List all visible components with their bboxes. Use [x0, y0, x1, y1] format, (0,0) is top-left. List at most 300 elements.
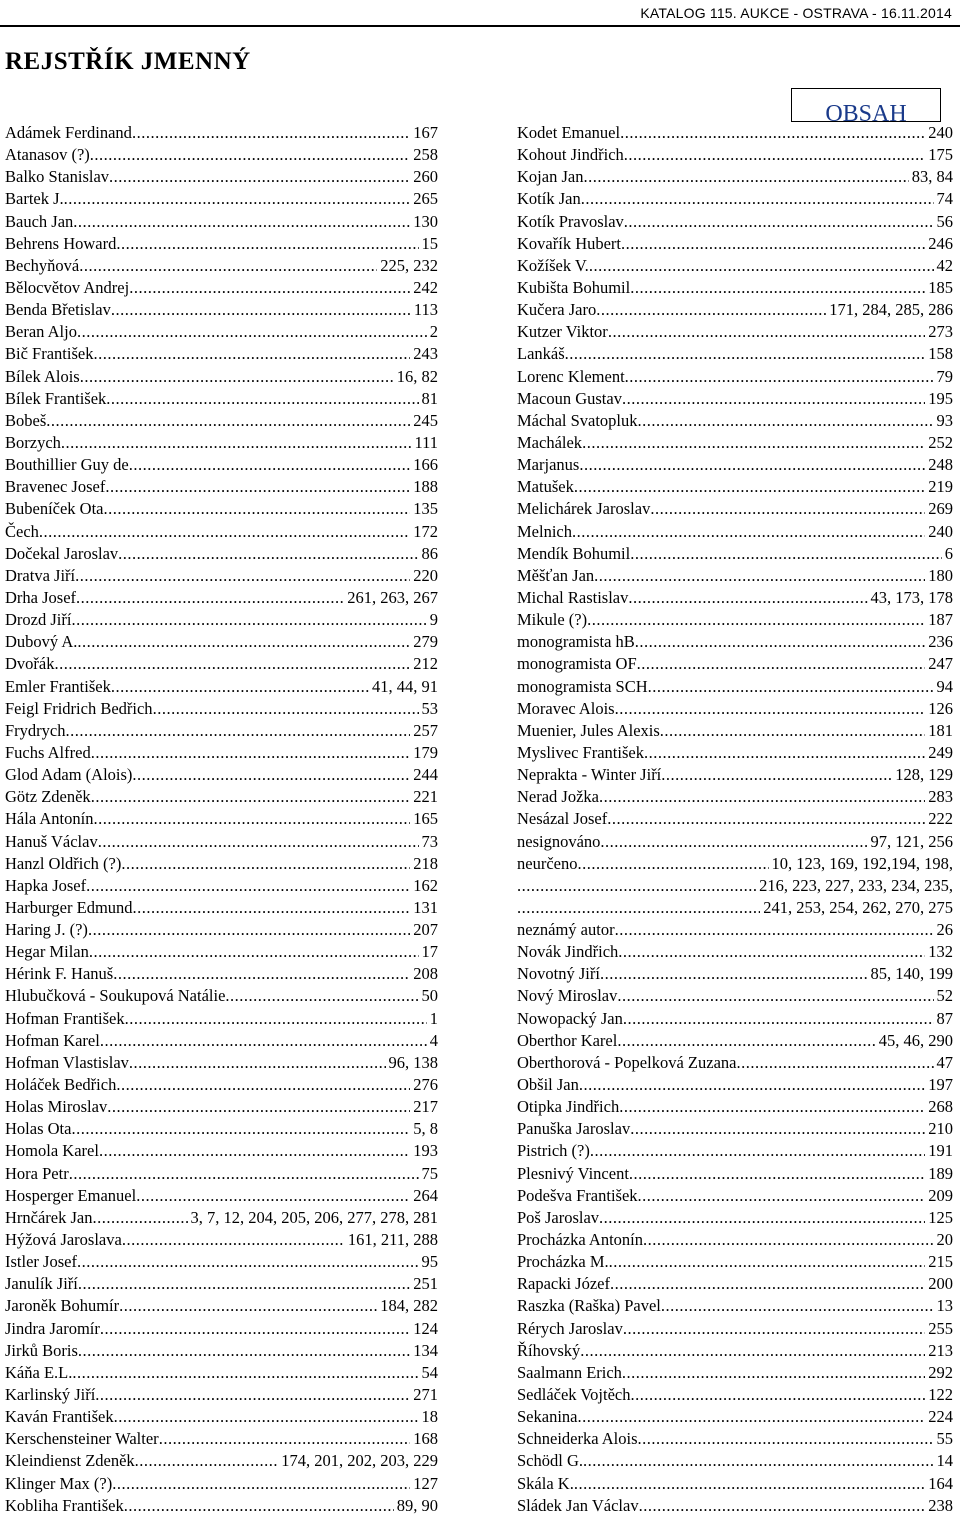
index-entry: [5, 1251, 438, 1273]
entry-pages: 89, 90: [396, 1495, 438, 1515]
entry-name: Říhovský: [517, 1340, 581, 1360]
entry-name: Fuchs Alfred: [5, 742, 91, 762]
index-entry: [517, 166, 953, 188]
entry-pages: 113: [413, 300, 438, 320]
leader-dots: [121, 853, 410, 875]
index-entry: [517, 1030, 953, 1052]
index-entry: [5, 454, 438, 476]
index-entry: [5, 1362, 438, 1384]
index-entry: [5, 255, 438, 277]
entry-name: Čech: [5, 521, 39, 541]
entry-pages: 54: [421, 1362, 438, 1382]
index-entry: [5, 299, 438, 321]
entry-pages: 132: [928, 942, 953, 962]
entry-name: Adámek Ferdinand: [5, 123, 132, 142]
index-entry: [5, 875, 438, 897]
leader-dots: [639, 1495, 926, 1517]
leader-dots: [565, 343, 926, 365]
leader-dots: [736, 1052, 933, 1074]
entry-pages: 241, 253, 254, 262, 270, 275: [763, 897, 953, 917]
entry-name: Hapka Josef: [5, 875, 87, 895]
leader-dots: [517, 875, 756, 897]
index-entry: [517, 188, 953, 210]
index-entry: [517, 277, 953, 299]
leader-dots: [100, 1030, 427, 1052]
entry-pages: 86: [421, 543, 438, 563]
entry-pages: 126: [928, 698, 953, 718]
entry-pages: 6: [944, 543, 953, 563]
entry-name: Beran Aljo: [5, 322, 77, 342]
index-entry: [5, 543, 438, 565]
entry-name: Hegar Milan: [5, 942, 89, 962]
index-entry: [517, 985, 953, 1007]
leader-dots: [132, 764, 410, 786]
leader-dots: [109, 166, 410, 188]
entry-pages: 225, 232: [380, 255, 438, 275]
entry-name: Feigl Fridrich Bedřich: [5, 698, 153, 718]
leader-dots: [66, 720, 411, 742]
entry-name: Bič František: [5, 344, 94, 364]
entry-pages: 215: [928, 1252, 953, 1272]
index-entry: [5, 498, 438, 520]
leader-dots: [99, 1140, 410, 1162]
index-entry: [517, 1185, 953, 1207]
leader-dots: [622, 1362, 925, 1384]
entry-pages: 3, 7, 12, 204, 205, 206, 277, 278, 281: [190, 1207, 438, 1227]
entry-pages: 97, 121, 256: [870, 831, 953, 851]
leader-dots: [607, 808, 925, 830]
entry-pages: 188: [413, 477, 438, 497]
index-entry: [517, 543, 953, 565]
entry-pages: 222: [928, 809, 953, 829]
entry-name: Dvořák: [5, 654, 55, 674]
entry-pages: 85, 140, 199: [870, 964, 953, 984]
leader-dots: [77, 1251, 419, 1273]
index-entry: [5, 1163, 438, 1185]
index-entry: [5, 122, 438, 144]
leader-dots: [98, 831, 419, 853]
entry-name: Bartek J.: [5, 189, 64, 209]
leader-dots: [116, 233, 418, 255]
entry-pages: 212: [413, 654, 438, 674]
index-entry: [517, 1052, 953, 1074]
index-entry: [517, 521, 953, 543]
entry-name: monogramista OF: [517, 654, 637, 674]
entry-pages: 83, 84: [911, 167, 953, 187]
index-entry: [517, 1074, 953, 1096]
entry-pages: 131: [413, 897, 438, 917]
entry-pages: 52: [936, 986, 953, 1006]
entry-pages: 238: [928, 1495, 953, 1515]
index-entry: [5, 321, 438, 343]
leader-dots: [638, 1185, 926, 1207]
entry-name: Otipka Jindřich: [517, 1097, 620, 1117]
entry-pages: 249: [928, 742, 953, 762]
entry-name: Hosperger Emanuel: [5, 1185, 137, 1205]
entry-name: Kaván František: [5, 1407, 114, 1427]
entry-name: Poš Jaroslav: [517, 1207, 600, 1227]
entry-name: Oberthorová - Popelková Zuzana: [517, 1052, 737, 1072]
entry-pages: 219: [928, 477, 953, 497]
leader-dots: [617, 985, 933, 1007]
index-entry: [517, 1340, 953, 1362]
entry-pages: 162: [413, 875, 438, 895]
entry-pages: 257: [413, 720, 438, 740]
index-entry: [517, 676, 953, 698]
entry-pages: 18: [421, 1407, 438, 1427]
entry-name: Emler František: [5, 676, 111, 696]
entry-name: Muenier, Jules Alexis: [517, 720, 660, 740]
entry-name: Kovařík Hubert: [517, 233, 622, 253]
leader-dots: [574, 1473, 925, 1495]
entry-pages: 261, 263, 267: [347, 587, 438, 607]
leader-dots: [625, 366, 934, 388]
leader-dots: [579, 454, 925, 476]
entry-name: Dočekal Jaroslav: [5, 543, 119, 563]
index-entry: [517, 808, 953, 830]
entry-pages: 216, 223, 227, 233, 234, 235,: [759, 875, 953, 895]
leader-dots: [628, 587, 867, 609]
leader-dots: [107, 1096, 410, 1118]
leader-dots: [572, 521, 925, 543]
index-entry: [5, 1428, 438, 1450]
leader-dots: [93, 1207, 188, 1229]
index-column-right: [517, 122, 953, 1517]
leader-dots: [129, 277, 410, 299]
entry-name: Homola Karel: [5, 1141, 99, 1161]
entry-name: Raszka (Raška) Pavel: [517, 1296, 661, 1316]
entry-pages: 200: [928, 1274, 953, 1294]
leader-dots: [589, 255, 934, 277]
entry-name: Machálek: [517, 432, 583, 452]
entry-name: Kotík Jan: [517, 189, 581, 209]
entry-pages: 179: [413, 742, 438, 762]
leader-dots: [622, 388, 925, 410]
entry-pages: 279: [413, 632, 438, 652]
leader-dots: [54, 653, 410, 675]
entry-pages: 1: [429, 1008, 438, 1028]
entry-name: Karlinský Jiří: [5, 1385, 96, 1405]
index-entry: [5, 1096, 438, 1118]
leader-dots: [618, 941, 925, 963]
entry-name: Hofman Karel: [5, 1030, 100, 1050]
index-entry: [5, 897, 438, 919]
index-entry: [5, 764, 438, 786]
entry-pages: 184, 282: [380, 1296, 438, 1316]
index-entry: [517, 698, 953, 720]
entry-pages: 45, 46, 290: [878, 1030, 953, 1050]
index-entry: [5, 144, 438, 166]
leader-dots: [93, 343, 410, 365]
leader-dots: [79, 255, 377, 277]
leader-dots: [133, 897, 411, 919]
entry-name: Podešva František: [517, 1185, 638, 1205]
entry-name: Atanasov (?): [5, 145, 90, 165]
entry-pages: 42: [936, 255, 953, 275]
entry-pages: 255: [928, 1318, 953, 1338]
entry-name: Nesázal Josef: [517, 809, 608, 829]
entry-name: Rérych Jaroslav: [517, 1318, 623, 1338]
leader-dots: [75, 565, 410, 587]
leader-dots: [77, 321, 427, 343]
entry-name: Haring J. (?): [5, 920, 88, 940]
entry-pages: 15: [421, 233, 438, 253]
entry-name: Káňa E.L.: [5, 1362, 73, 1382]
index-entry: [5, 1118, 438, 1140]
leader-dots: [594, 565, 925, 587]
leader-dots: [122, 1229, 345, 1251]
index-entry: [517, 1096, 953, 1118]
leader-dots: [91, 786, 411, 808]
leader-dots: [135, 1450, 279, 1472]
entry-name: Bouthillier Guy de: [5, 455, 129, 475]
index-entry: [517, 1318, 953, 1340]
entry-pages: 17: [421, 942, 438, 962]
entry-pages: 164: [928, 1473, 953, 1493]
leader-dots: [153, 698, 419, 720]
entry-pages: 246: [928, 233, 953, 253]
leader-dots: [132, 122, 410, 144]
entry-pages: 247: [928, 654, 953, 674]
leader-dots: [630, 277, 925, 299]
index-entry: [517, 498, 953, 520]
index-entry: [5, 343, 438, 365]
entry-name: Pistrich (?): [517, 1141, 590, 1161]
leader-dots: [648, 676, 934, 698]
entry-name: Schneiderka Alois: [517, 1429, 638, 1449]
entry-pages: 191: [928, 1141, 953, 1161]
leader-dots: [609, 1251, 926, 1273]
entry-pages: 210: [928, 1119, 953, 1139]
index-entry: [517, 919, 953, 941]
entry-name: Procházka Antonín: [517, 1230, 644, 1250]
entry-pages: 276: [413, 1075, 438, 1095]
entry-pages: 2: [429, 322, 438, 342]
entry-name: Moravec Alois: [517, 698, 615, 718]
leader-dots: [574, 476, 925, 498]
entry-pages: 174, 201, 202, 203, 229: [281, 1451, 438, 1471]
index-entry: [517, 343, 953, 365]
leader-dots: [621, 233, 925, 255]
leader-dots: [124, 1495, 394, 1517]
entry-name: neurčeno: [517, 853, 578, 873]
entry-name: Bravenec Josef: [5, 477, 106, 497]
index-entry: [5, 233, 438, 255]
entry-pages: 265: [413, 189, 438, 209]
leader-dots: [630, 1118, 925, 1140]
page-title: REJSTŘÍK JMENNÝ: [5, 48, 251, 75]
entry-pages: 168: [413, 1429, 438, 1449]
leader-dots: [93, 808, 410, 830]
entry-pages: 81: [421, 388, 438, 408]
entry-pages: 292: [928, 1362, 953, 1382]
index-entry: [5, 1450, 438, 1472]
leader-dots: [600, 831, 867, 853]
leader-dots: [90, 144, 410, 166]
index-entry: [517, 211, 953, 233]
entry-pages: 50: [421, 986, 438, 1006]
entry-pages: 271: [413, 1385, 438, 1405]
leader-dots: [105, 476, 410, 498]
leader-dots: [86, 875, 410, 897]
entry-pages: 43, 173, 178: [870, 587, 953, 607]
entry-pages: 213: [928, 1340, 953, 1360]
entry-name: Lankáš: [517, 344, 565, 364]
index-entry: [5, 676, 438, 698]
leader-dots: [583, 1450, 934, 1472]
leader-dots: [76, 587, 344, 609]
leader-dots: [73, 211, 410, 233]
entry-pages: 127: [413, 1473, 438, 1493]
entry-name: Frydrych: [5, 720, 66, 740]
entry-pages: 79: [936, 366, 953, 386]
entry-name: Měšťan Jan: [517, 565, 595, 585]
entry-pages: 122: [928, 1385, 953, 1405]
entry-pages: 251: [413, 1274, 438, 1294]
entry-pages: 5, 8: [413, 1119, 438, 1139]
index-entry: [517, 565, 953, 587]
entry-name: Kožíšek V.: [517, 255, 589, 275]
leader-dots: [623, 1318, 925, 1340]
entry-name: Hofman Vlastislav: [5, 1052, 129, 1072]
entry-name: Balko Stanislav: [5, 167, 110, 187]
entry-pages: 87: [936, 1008, 953, 1028]
entry-pages: 161, 211, 288: [347, 1230, 438, 1250]
entry-name: Neprakta - Winter Jiří: [517, 765, 662, 785]
entry-name: Holas Ota: [5, 1119, 72, 1139]
entry-name: Drozd Jiří: [5, 610, 72, 630]
leader-dots: [596, 299, 826, 321]
leader-dots: [225, 985, 418, 1007]
entry-pages: 221: [413, 787, 438, 807]
leader-dots: [577, 853, 768, 875]
index-entry: [5, 1295, 438, 1317]
index-entry: [517, 720, 953, 742]
entry-name: Holáček Bedřich: [5, 1075, 117, 1095]
entry-pages: 53: [421, 698, 438, 718]
entry-name: Marjanus: [517, 455, 580, 475]
entry-name: Hýžová Jaroslava: [5, 1230, 122, 1250]
leader-dots: [114, 1406, 419, 1428]
entry-name: Hlubučková - Soukupová Natálie: [5, 986, 226, 1006]
entry-pages: 135: [413, 499, 438, 519]
entry-pages: 94: [936, 676, 953, 696]
entry-pages: 185: [928, 277, 953, 297]
leader-dots: [104, 498, 411, 520]
leader-dots: [599, 1207, 925, 1229]
entry-name: Melnich: [517, 521, 572, 541]
index-entry: [517, 875, 953, 897]
index-entry: [5, 1495, 438, 1517]
leader-dots: [88, 919, 410, 941]
index-entry: [517, 432, 953, 454]
entry-name: Kotík Pravoslav: [517, 211, 624, 231]
leader-dots: [620, 122, 925, 144]
leader-dots: [91, 742, 411, 764]
entry-name: Behrens Howard: [5, 233, 117, 253]
index-entry: [5, 521, 438, 543]
index-entry: [5, 410, 438, 432]
index-entry: [517, 299, 953, 321]
leader-dots: [600, 963, 868, 985]
index-entry: [517, 1140, 953, 1162]
index-entry: [5, 985, 438, 1007]
index-column-left: [5, 122, 438, 1517]
entry-name: Sládek Jan Václav: [517, 1495, 639, 1515]
index-entry: [5, 1473, 438, 1495]
index-entry: [517, 897, 953, 919]
entry-name: Klinger Max (?): [5, 1473, 113, 1493]
index-entry: [5, 609, 438, 631]
entry-pages: 180: [928, 565, 953, 585]
index-entry: [5, 1030, 438, 1052]
entry-name: Melichárek Jaroslav: [517, 499, 651, 519]
leader-dots: [630, 543, 942, 565]
leader-dots: [610, 1273, 925, 1295]
leader-dots: [581, 188, 934, 210]
index-entry: [517, 1295, 953, 1317]
entry-pages: 252: [928, 432, 953, 452]
leader-dots: [89, 941, 419, 963]
entry-pages: 273: [928, 322, 953, 342]
leader-dots: [608, 321, 925, 343]
entry-name: Hofman František: [5, 1008, 125, 1028]
entry-name: monogramista SCH: [517, 676, 648, 696]
entry-pages: 4: [429, 1030, 438, 1050]
index-entry: [517, 1251, 953, 1273]
entry-name: Kučera Jaro: [517, 300, 597, 320]
index-entry: [5, 388, 438, 410]
index-entry: [517, 1384, 953, 1406]
index-entry: [517, 366, 953, 388]
entry-name: Mikule (?): [517, 610, 588, 630]
entry-name: Kojan Jan: [517, 167, 584, 187]
entry-name: monogramista hB: [517, 632, 635, 652]
leader-dots: [106, 388, 418, 410]
index-entry: [5, 853, 438, 875]
index-entry: [517, 1229, 953, 1251]
entry-pages: 96, 138: [388, 1052, 438, 1072]
leader-dots: [64, 188, 411, 210]
index-entry: [5, 808, 438, 830]
index-entry: [5, 631, 438, 653]
entry-name: Hora Petr: [5, 1163, 69, 1183]
leader-dots: [661, 764, 892, 786]
leader-dots: [71, 609, 426, 631]
leader-dots: [577, 1406, 925, 1428]
index-entry: [5, 1318, 438, 1340]
entry-name: Panuška Jaroslav: [517, 1119, 631, 1139]
entry-name: Bubeníček Ota: [5, 499, 104, 519]
entry-pages: 245: [413, 410, 438, 430]
entry-name: Máchal Svatopluk: [517, 410, 638, 430]
leader-dots: [61, 432, 412, 454]
index-entry: [517, 587, 953, 609]
obsah-button[interactable]: OBSAH: [791, 88, 941, 122]
index-entry: [5, 919, 438, 941]
index-entry: [5, 941, 438, 963]
entry-name: Plesnivý Vincent: [517, 1163, 629, 1183]
index-entry: [5, 277, 438, 299]
index-entry: [517, 1118, 953, 1140]
leader-dots: [638, 410, 934, 432]
entry-name: Bauch Jan: [5, 211, 74, 231]
index-entry: [517, 742, 953, 764]
index-entry: [517, 764, 953, 786]
entry-pages: 75: [421, 1163, 438, 1183]
entry-name: Dubový A.: [5, 632, 78, 652]
index-entry: [517, 941, 953, 963]
